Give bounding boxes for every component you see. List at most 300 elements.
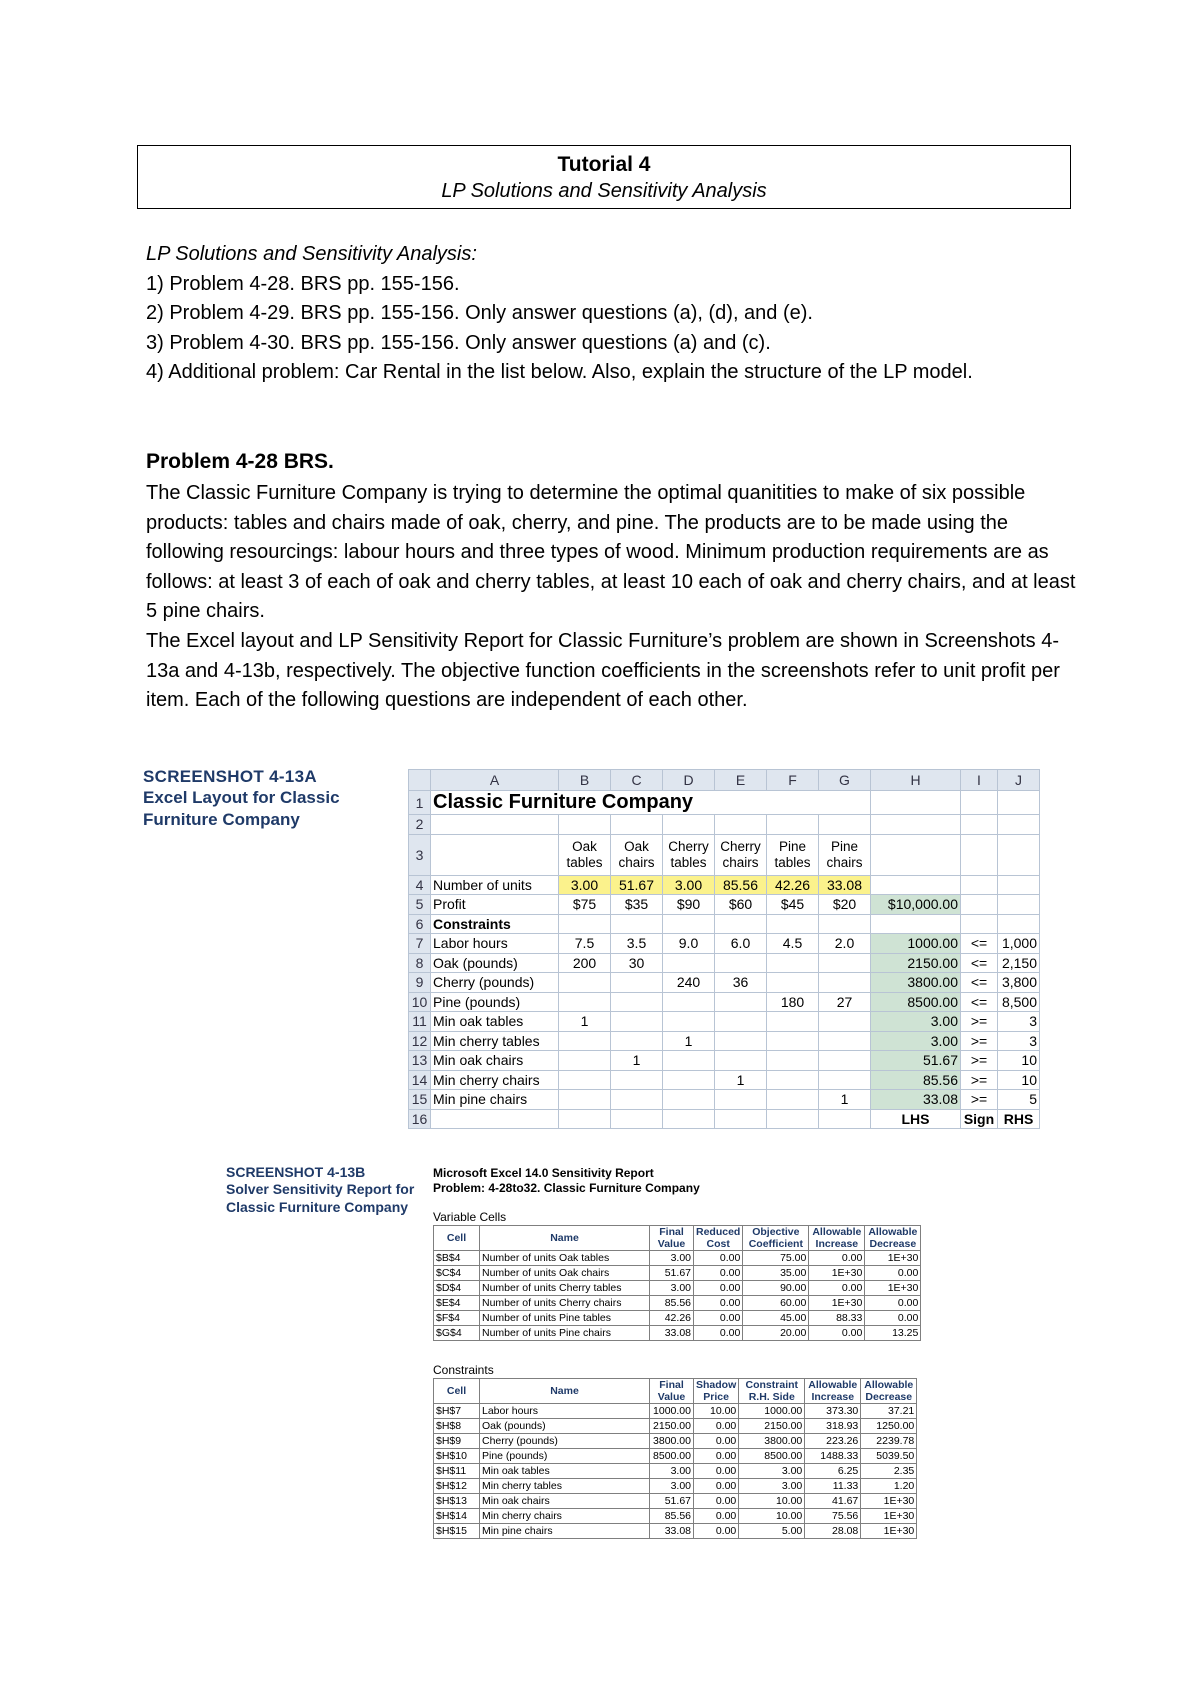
coefficient: 9.0	[663, 934, 715, 954]
caption-label: SCREENSHOT 4-13B	[226, 1164, 366, 1180]
cell-ref: $F$4	[434, 1311, 480, 1326]
report-header: Allowable Decrease	[865, 1226, 921, 1251]
lhs-value: 33.08	[871, 1090, 961, 1110]
cell	[961, 834, 998, 875]
coefficient	[559, 1090, 611, 1110]
sheet-title: Classic Furniture Company	[431, 791, 871, 815]
cell	[715, 1109, 767, 1129]
constraint-row	[434, 1494, 917, 1509]
screenshot-a-caption	[143, 767, 373, 831]
cell-name: Number of units Oak chairs	[480, 1266, 650, 1281]
units-value: 3.00	[663, 875, 715, 895]
cell	[961, 875, 998, 895]
caption-label: SCREENSHOT 4-13A	[143, 767, 317, 786]
report-header: Objective Coefficient	[743, 1226, 809, 1251]
constraint-label: Min oak tables	[431, 1012, 559, 1032]
coefficient	[611, 1031, 663, 1051]
cell-name: Oak (pounds)	[480, 1419, 650, 1434]
rhs-value: 2,150	[998, 953, 1040, 973]
cell-ref: $H$9	[434, 1434, 480, 1449]
report-value: 0.00	[694, 1296, 743, 1311]
cell-name: Pine (pounds)	[480, 1449, 650, 1464]
coefficient: 1	[715, 1070, 767, 1090]
problem-paragraph: The Classic Furniture Company is trying to determine the optimal quanitities to make of six possible products: tables and chairs made of oak, cherry, and pine. The products are to be made using the following resourcings: labour hours and three types of wood. Minimum production requirements are as follows: at least 3 of each of oak and cherry tables, at least 10 each of oak and cherry chairs, and at least 5 pine chairs.	[146, 482, 1076, 623]
caption-text: Excel Layout for Classic Furniture Company	[143, 788, 340, 829]
profit-value: $90	[663, 895, 715, 915]
column-header: J	[998, 770, 1040, 791]
report-value: 2239.78	[861, 1434, 917, 1449]
cell-name: Min cherry tables	[480, 1479, 650, 1494]
report-value: 51.67	[650, 1266, 694, 1281]
row-number: 9	[409, 973, 431, 993]
cell-name: Number of units Cherry chairs	[480, 1296, 650, 1311]
product-header: Oak chairs	[611, 834, 663, 875]
coefficient: 36	[715, 973, 767, 993]
report-value: 0.00	[694, 1326, 743, 1341]
cell-ref: $H$7	[434, 1404, 480, 1419]
report-value: 90.00	[743, 1281, 809, 1296]
report-value: 1000.00	[739, 1404, 805, 1419]
report-value: 13.25	[865, 1326, 921, 1341]
sign: <=	[961, 934, 998, 954]
column-header: E	[715, 770, 767, 791]
coefficient	[715, 992, 767, 1012]
cell	[961, 895, 998, 915]
coefficient	[819, 1070, 871, 1090]
coefficient: 4.5	[767, 934, 819, 954]
report-value: 3.00	[650, 1251, 694, 1266]
cell-name: Min oak chairs	[480, 1494, 650, 1509]
cell	[715, 914, 767, 934]
coefficient	[819, 973, 871, 993]
units-value: 3.00	[559, 875, 611, 895]
coefficient	[663, 1090, 715, 1110]
report-value: 75.56	[805, 1509, 861, 1524]
constraint-row	[434, 1464, 917, 1479]
footer-label: RHS	[998, 1109, 1040, 1129]
coefficient	[611, 1090, 663, 1110]
coefficient: 200	[559, 953, 611, 973]
coefficient	[611, 973, 663, 993]
report-value: 1000.00	[650, 1404, 694, 1419]
report-value: 1.20	[861, 1479, 917, 1494]
cell	[998, 914, 1040, 934]
constraint-label: Min pine chairs	[431, 1090, 559, 1110]
page-title: Tutorial 4	[557, 153, 651, 176]
constraint-label: Labor hours	[431, 934, 559, 954]
column-header: B	[559, 770, 611, 791]
report-value: 10.00	[739, 1509, 805, 1524]
cell	[998, 834, 1040, 875]
sign: <=	[961, 953, 998, 973]
sign: >=	[961, 1090, 998, 1110]
coefficient	[663, 1012, 715, 1032]
cell-name: Cherry (pounds)	[480, 1434, 650, 1449]
cell	[767, 815, 819, 835]
cell	[431, 1109, 559, 1129]
cell	[767, 914, 819, 934]
row-number: 1	[409, 791, 431, 815]
report-header: Cell	[434, 1226, 480, 1251]
cell	[559, 815, 611, 835]
variable-row	[434, 1326, 921, 1341]
report-value: 45.00	[743, 1311, 809, 1326]
report-value: 3.00	[650, 1464, 694, 1479]
report-header: Allowable Increase	[805, 1379, 861, 1404]
product-header: Pine tables	[767, 834, 819, 875]
profit-value: $45	[767, 895, 819, 915]
coefficient	[559, 1031, 611, 1051]
coefficient: 7.5	[559, 934, 611, 954]
constraint-row	[434, 1434, 917, 1449]
report-value: 5.00	[739, 1524, 805, 1539]
row-number: 3	[409, 834, 431, 875]
report-value: 88.33	[809, 1311, 865, 1326]
lhs-value: 8500.00	[871, 992, 961, 1012]
column-header: H	[871, 770, 961, 791]
constraint-row	[434, 1524, 917, 1539]
cell	[961, 791, 998, 815]
coefficient	[767, 1090, 819, 1110]
cell-ref: $H$11	[434, 1464, 480, 1479]
cell	[663, 914, 715, 934]
report-value: 0.00	[694, 1479, 739, 1494]
cell	[871, 875, 961, 895]
coefficient	[715, 1051, 767, 1071]
report-value: 373.30	[805, 1404, 861, 1419]
report-value: 223.26	[805, 1434, 861, 1449]
report-value: 2.35	[861, 1464, 917, 1479]
report-value: 3.00	[650, 1479, 694, 1494]
coefficient	[559, 1051, 611, 1071]
variable-cells-label: Variable Cells	[433, 1210, 507, 1224]
cell	[559, 914, 611, 934]
row-number: 2	[409, 815, 431, 835]
report-value: 10.00	[739, 1494, 805, 1509]
coefficient	[663, 1070, 715, 1090]
cell-name: Min cherry chairs	[480, 1509, 650, 1524]
row-number: 6	[409, 914, 431, 934]
column-header: A	[431, 770, 559, 791]
row-number: 14	[409, 1070, 431, 1090]
coefficient	[611, 992, 663, 1012]
cell-name: Number of units Cherry tables	[480, 1281, 650, 1296]
report-value: 0.00	[694, 1494, 739, 1509]
cell	[871, 791, 961, 815]
cell-ref: $G$4	[434, 1326, 480, 1341]
report-value: 0.00	[865, 1296, 921, 1311]
variable-row	[434, 1266, 921, 1281]
report-value: 6.25	[805, 1464, 861, 1479]
lhs-value: 51.67	[871, 1051, 961, 1071]
problem-heading: Problem 4-28 BRS.	[146, 450, 334, 473]
cell	[431, 815, 559, 835]
sign: >=	[961, 1012, 998, 1032]
cell	[715, 815, 767, 835]
report-header: Reduced Cost	[694, 1226, 743, 1251]
cell	[871, 815, 961, 835]
cell	[998, 815, 1040, 835]
column-header: F	[767, 770, 819, 791]
cell	[767, 1109, 819, 1129]
product-header: Cherry tables	[663, 834, 715, 875]
cell	[611, 815, 663, 835]
coefficient: 6.0	[715, 934, 767, 954]
corner-cell	[409, 770, 431, 791]
report-value: 0.00	[865, 1311, 921, 1326]
report-value: 1250.00	[861, 1419, 917, 1434]
profit-value: $60	[715, 895, 767, 915]
sign: <=	[961, 973, 998, 993]
coefficient	[767, 1051, 819, 1071]
report-header: Name	[480, 1226, 650, 1251]
coefficient	[559, 1070, 611, 1090]
row-number: 11	[409, 1012, 431, 1032]
lhs-value: 3.00	[871, 1031, 961, 1051]
row-label: Number of units	[431, 875, 559, 895]
cell	[819, 1109, 871, 1129]
coefficient	[611, 1012, 663, 1032]
constraint-label: Min cherry chairs	[431, 1070, 559, 1090]
report-value: 0.00	[694, 1311, 743, 1326]
cell-name: Min pine chairs	[480, 1524, 650, 1539]
coefficient	[663, 1051, 715, 1071]
cell	[998, 895, 1040, 915]
cell-ref: $H$15	[434, 1524, 480, 1539]
column-header: D	[663, 770, 715, 791]
rhs-value: 10	[998, 1051, 1040, 1071]
intro-item: 2) Problem 4-29. BRS pp. 155-156. Only answer questions (a), (d), and (e).	[146, 302, 813, 324]
rhs-value: 5	[998, 1090, 1040, 1110]
report-value: 11.33	[805, 1479, 861, 1494]
units-value: 85.56	[715, 875, 767, 895]
report-value: 0.00	[694, 1509, 739, 1524]
cell	[611, 1109, 663, 1129]
rhs-value: 3	[998, 1031, 1040, 1051]
cell	[961, 815, 998, 835]
report-value: 60.00	[743, 1296, 809, 1311]
column-header: G	[819, 770, 871, 791]
report-value: 0.00	[694, 1281, 743, 1296]
intro-section	[146, 240, 1066, 388]
row-number: 10	[409, 992, 431, 1012]
intro-item: 4) Additional problem: Car Rental in the list below. Also, explain the structure of the LP model.	[146, 361, 973, 383]
report-value: 1E+30	[809, 1296, 865, 1311]
variable-row	[434, 1281, 921, 1296]
cell-name: Labor hours	[480, 1404, 650, 1419]
report-header: Constraint R.H. Side	[739, 1379, 805, 1404]
report-value: 3800.00	[739, 1434, 805, 1449]
cell	[819, 914, 871, 934]
report-value: 1E+30	[809, 1266, 865, 1281]
column-header: I	[961, 770, 998, 791]
sign: >=	[961, 1051, 998, 1071]
report-value: 0.00	[694, 1419, 739, 1434]
cell-ref: $H$10	[434, 1449, 480, 1464]
report-header: Allowable Increase	[809, 1226, 865, 1251]
constraint-label: Cherry (pounds)	[431, 973, 559, 993]
constraints-table	[433, 1378, 917, 1539]
lhs-value: 2150.00	[871, 953, 961, 973]
coefficient	[767, 953, 819, 973]
coefficient	[715, 953, 767, 973]
profit-total: $10,000.00	[871, 895, 961, 915]
coefficient	[767, 1070, 819, 1090]
constraint-label: Oak (pounds)	[431, 953, 559, 973]
intro-item: 1) Problem 4-28. BRS pp. 155-156.	[146, 272, 460, 295]
report-value: 0.00	[694, 1464, 739, 1479]
row-number: 4	[409, 875, 431, 895]
cell-name: Number of units Pine chairs	[480, 1326, 650, 1341]
title-box	[137, 145, 1071, 209]
profit-value: $20	[819, 895, 871, 915]
report-value: 1E+30	[861, 1524, 917, 1539]
report-title-line: Microsoft Excel 14.0 Sensitivity Report	[433, 1166, 654, 1180]
report-value: 51.67	[650, 1494, 694, 1509]
row-number: 16	[409, 1109, 431, 1129]
lhs-value: 1000.00	[871, 934, 961, 954]
report-header: Final Value	[650, 1379, 694, 1404]
report-value: 0.00	[694, 1251, 743, 1266]
variable-row	[434, 1296, 921, 1311]
report-header: Shadow Price	[694, 1379, 739, 1404]
constraint-label: Pine (pounds)	[431, 992, 559, 1012]
variable-row	[434, 1251, 921, 1266]
constraint-row	[434, 1419, 917, 1434]
report-header: Final Value	[650, 1226, 694, 1251]
coefficient	[663, 953, 715, 973]
report-value: 3.00	[739, 1464, 805, 1479]
report-value: 318.93	[805, 1419, 861, 1434]
cell	[431, 834, 559, 875]
coefficient: 1	[611, 1051, 663, 1071]
report-value: 42.26	[650, 1311, 694, 1326]
cell-ref: $H$14	[434, 1509, 480, 1524]
cell	[998, 791, 1040, 815]
report-header: Name	[480, 1379, 650, 1404]
row-number: 5	[409, 895, 431, 915]
constraint-row	[434, 1449, 917, 1464]
units-value: 33.08	[819, 875, 871, 895]
report-value: 28.08	[805, 1524, 861, 1539]
coefficient	[767, 973, 819, 993]
cell-name: Number of units Oak tables	[480, 1251, 650, 1266]
report-value: 1E+30	[865, 1281, 921, 1296]
coefficient	[715, 1090, 767, 1110]
cell	[559, 1109, 611, 1129]
problem-paragraph: The Excel layout and LP Sensitivity Report for Classic Furniture’s problem are shown in Screenshots 4-13a and 4-13b, respectively. The objective function coefficients in the screenshots refer to unit profit per item. Each of the following questions are independent of each other.	[146, 629, 1060, 712]
lhs-value: 85.56	[871, 1070, 961, 1090]
product-header: Cherry chairs	[715, 834, 767, 875]
cell	[663, 1109, 715, 1129]
constraint-row	[434, 1404, 917, 1419]
variable-row	[434, 1311, 921, 1326]
report-value: 0.00	[865, 1266, 921, 1281]
report-value: 41.67	[805, 1494, 861, 1509]
report-value: 0.00	[809, 1326, 865, 1341]
constraints-label: Constraints	[433, 1363, 494, 1377]
report-value: 35.00	[743, 1266, 809, 1281]
row-number: 7	[409, 934, 431, 954]
row-number: 12	[409, 1031, 431, 1051]
report-value: 1E+30	[861, 1509, 917, 1524]
sign: >=	[961, 1070, 998, 1090]
coefficient: 2.0	[819, 934, 871, 954]
report-value: 3800.00	[650, 1434, 694, 1449]
coefficient: 30	[611, 953, 663, 973]
report-value: 3.00	[650, 1281, 694, 1296]
report-value: 5039.50	[861, 1449, 917, 1464]
rhs-value: 8,500	[998, 992, 1040, 1012]
report-title	[433, 1166, 700, 1196]
units-value: 42.26	[767, 875, 819, 895]
report-value: 75.00	[743, 1251, 809, 1266]
constraints-label: Constraints	[431, 914, 559, 934]
report-value: 85.56	[650, 1296, 694, 1311]
cell-name: Min oak tables	[480, 1464, 650, 1479]
cell-ref: $H$13	[434, 1494, 480, 1509]
report-header: Allowable Decrease	[861, 1379, 917, 1404]
column-header: C	[611, 770, 663, 791]
cell	[871, 834, 961, 875]
rhs-value: 3	[998, 1012, 1040, 1032]
coefficient: 180	[767, 992, 819, 1012]
constraint-row	[434, 1509, 917, 1524]
coefficient: 27	[819, 992, 871, 1012]
intro-item: 3) Problem 4-30. BRS pp. 155-156. Only answer questions (a) and (c).	[146, 331, 771, 354]
rhs-value: 3,800	[998, 973, 1040, 993]
report-value: 85.56	[650, 1509, 694, 1524]
row-number: 13	[409, 1051, 431, 1071]
rhs-value: 10	[998, 1070, 1040, 1090]
coefficient	[611, 1070, 663, 1090]
coefficient	[559, 992, 611, 1012]
cell-ref: $C$4	[434, 1266, 480, 1281]
report-value: 37.21	[861, 1404, 917, 1419]
problem-section	[146, 447, 1076, 716]
coefficient	[715, 1012, 767, 1032]
profit-value: $75	[559, 895, 611, 915]
report-value: 8500.00	[739, 1449, 805, 1464]
cell-ref: $B$4	[434, 1251, 480, 1266]
cell	[961, 914, 998, 934]
cell	[663, 815, 715, 835]
report-value: 33.08	[650, 1524, 694, 1539]
variable-cells-table	[433, 1225, 921, 1341]
report-value: 20.00	[743, 1326, 809, 1341]
report-subtitle-line: Problem: 4-28to32. Classic Furniture Company	[433, 1181, 700, 1195]
coefficient: 240	[663, 973, 715, 993]
coefficient: 3.5	[611, 934, 663, 954]
report-value: 0.00	[809, 1281, 865, 1296]
footer-label: Sign	[961, 1109, 998, 1129]
cell	[871, 914, 961, 934]
cell	[819, 815, 871, 835]
report-value: 1488.33	[805, 1449, 861, 1464]
profit-value: $35	[611, 895, 663, 915]
excel-layout-table	[408, 769, 1040, 1129]
sign: <=	[961, 992, 998, 1012]
report-value: 0.00	[809, 1251, 865, 1266]
report-value: 0.00	[694, 1266, 743, 1281]
row-number: 15	[409, 1090, 431, 1110]
coefficient: 1	[559, 1012, 611, 1032]
screenshot-b-caption	[226, 1164, 416, 1216]
report-value: 0.00	[694, 1434, 739, 1449]
cell-name: Number of units Pine tables	[480, 1311, 650, 1326]
constraint-row	[434, 1479, 917, 1494]
coefficient	[819, 1051, 871, 1071]
